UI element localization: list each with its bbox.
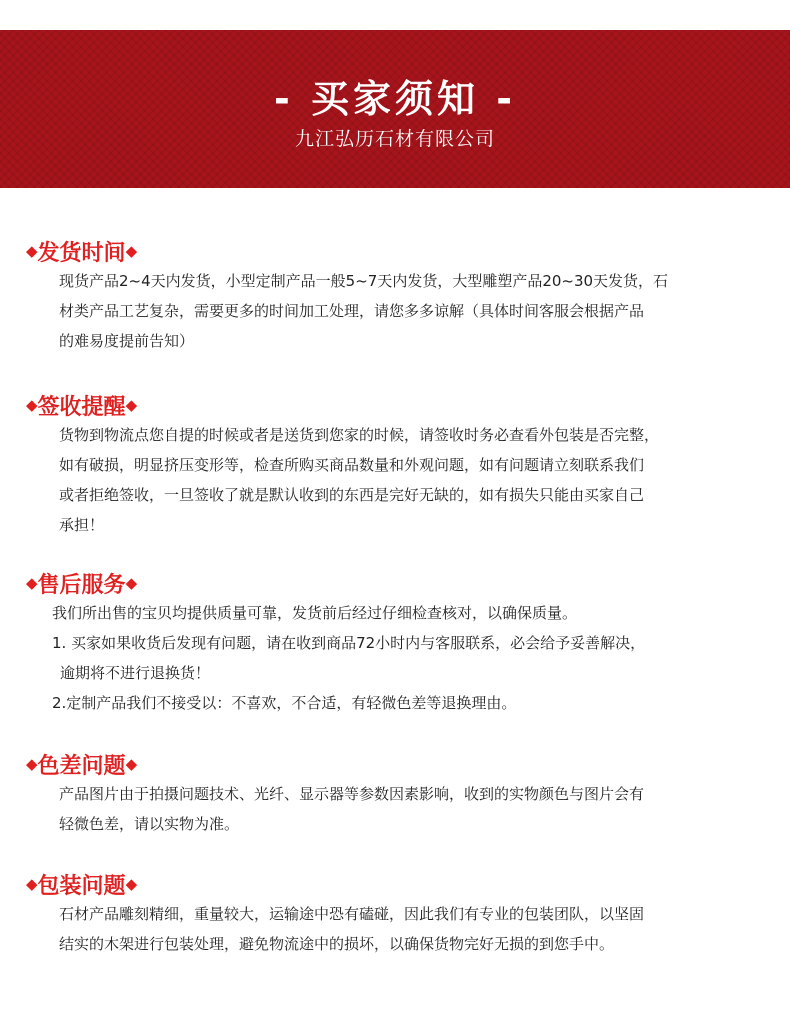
diamond-icon: ◆ [125,241,138,260]
paragraph-line: 的难易度提前告知） [59,332,195,350]
paragraph-line: 产品图片由于拍摄问题技术、光纤、显示器等参数因素影响，收到的实物颜色与图片会有 [59,785,645,803]
section-body [59,899,759,959]
paragraph-line: 货物到物流点您自提的时候或者是送货到您家的时候，请签收时务必查看外包装是否完整， [59,426,660,444]
section-body [59,266,759,356]
section-packaging [0,869,790,959]
section-receipt-reminder [0,390,790,540]
section-heading [26,869,790,899]
diamond-icon: ◆ [125,874,138,893]
section-title: 包装问题 [37,873,126,899]
diamond-icon: ◆ [26,754,38,773]
page-title: - 买家须知 - [273,77,516,121]
diamond-icon: ◆ [26,395,38,414]
company-name: 九江弘历石材有限公司 [294,128,495,150]
paragraph-line: 或者拒绝签收，一旦签收了就是默认收到的东西是完好无缺的，如有损失只能由买家自己 [59,486,645,504]
paragraph-line: 现货产品2~4天内发货，小型定制产品一般5~7天内发货，大型雕塑产品20~30天发货，石 [59,272,669,290]
section-after-sales [0,568,790,718]
header-banner [0,30,790,188]
section-title: 售后服务 [37,572,126,598]
section-body [59,420,759,540]
paragraph-line: 石材产品雕刻精细，重量较大，运输途中恐有磕碰，因此我们有专业的包装团队，以坚固 [59,905,645,923]
paragraph-line: 1. 买家如果收货后发现有问题，请在收到商品72小时内与客服联系，必会给予妥善解决， [52,634,646,652]
diamond-icon: ◆ [125,573,138,592]
paragraph-line: 结实的木架进行包装处理，避免物流途中的损坏，以确保货物完好无损的到您手中。 [59,935,615,953]
diamond-icon: ◆ [26,573,38,592]
section-body [52,598,752,718]
diamond-icon: ◆ [26,874,38,893]
diamond-icon: ◆ [125,395,138,414]
diamond-icon: ◆ [125,754,138,773]
section-title: 色差问题 [37,753,126,779]
paragraph-line: 轻微色差，请以实物为准。 [59,815,240,833]
paragraph-line: 我们所出售的宝贝均提供质量可靠，发货前后经过仔细检查核对，以确保质量。 [52,604,578,622]
paragraph-line: 如有破损，明显挤压变形等，检查所购买商品数量和外观问题，如有问题请立刻联系我们 [59,456,645,474]
section-heading [26,390,790,420]
paragraph-line: 材类产品工艺复杂，需要更多的时间加工处理，请您多多谅解（具体时间客服会根据产品 [59,302,645,320]
paragraph-line: 2.定制产品我们不接受以：不喜欢，不合适，有轻微色差等退换理由。 [52,694,517,712]
section-shipping-time [0,236,790,356]
section-heading [26,568,790,598]
paragraph-line: 逾期将不进行退换货！ [60,664,211,682]
diamond-icon: ◆ [26,241,38,260]
section-heading [26,236,790,266]
section-title: 发货时间 [37,240,126,266]
section-title: 签收提醒 [37,394,126,420]
paragraph-line: 承担！ [59,516,105,534]
section-color-difference [0,749,790,839]
section-heading [26,749,790,779]
section-body [59,779,759,839]
